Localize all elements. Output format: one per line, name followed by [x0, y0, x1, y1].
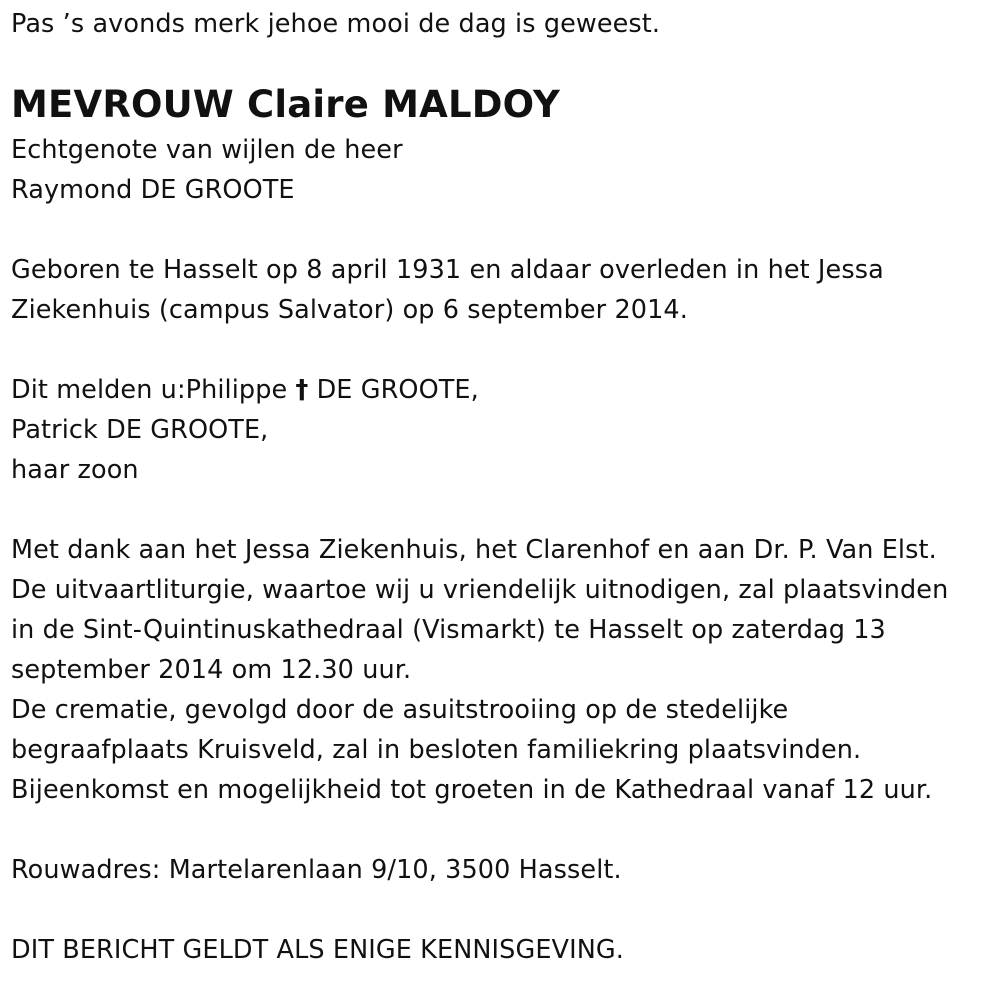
- spacer: [11, 810, 1000, 850]
- deceased-name: MEVROUW Claire MALDOY: [11, 83, 560, 126]
- spacer: [11, 210, 1000, 250]
- spouse-line-2: Raymond DE GROOTE: [11, 175, 295, 205]
- spouse-line-1: Echtgenote van wijlen de heer: [11, 135, 403, 165]
- birth-death-line-1: Geboren te Hasselt op 8 april 1931 en aldaar overleden in het Jessa: [11, 255, 884, 285]
- family-line-3: haar zoon: [11, 455, 139, 485]
- family-prefix: Dit melden u:Philippe: [11, 375, 296, 405]
- funeral-line-6: begraafplaats Kruisveld, zal in besloten familiekring plaatsvinden.: [11, 735, 862, 765]
- funeral-line-7: Bijeenkomst en mogelijkheid tot groeten in de Kathedraal vanaf 12 uur.: [11, 775, 933, 805]
- funeral-line-2: De uitvaartliturgie, waartoe wij u vriendelijk uitnodigen, zal plaatsvinden: [11, 575, 949, 605]
- spacer: [11, 490, 1000, 530]
- motto: Pas ’s avonds merk jehoe mooi de dag is geweest.: [11, 9, 661, 39]
- funeral-line-3: in de Sint-Quintinuskathedraal (Vismarkt) te Hasselt op zaterdag 13: [11, 615, 886, 645]
- family-suffix: DE GROOTE,: [308, 375, 479, 405]
- spacer: [11, 330, 1000, 370]
- spacer: [11, 890, 1000, 930]
- death-notice: [0, 4, 1000, 988]
- birth-death-line-2: Ziekenhuis (campus Salvator) op 6 september 2014.: [11, 295, 688, 325]
- funeral-line-1: Met dank aan het Jessa Ziekenhuis, het Clarenhof en aan Dr. P. Van Elst.: [11, 535, 937, 565]
- family-line-1: [11, 370, 1000, 410]
- cross-icon: †: [295, 375, 309, 405]
- funeral-line-4: september 2014 om 12.30 uur.: [11, 655, 412, 685]
- family-line-2: Patrick DE GROOTE,: [11, 415, 269, 445]
- official-notice: DIT BERICHT GELDT ALS ENIGE KENNISGEVING.: [11, 935, 624, 965]
- funeral-line-5: De crematie, gevolgd door de asuitstrooiing op de stedelijke: [11, 695, 789, 725]
- mourning-address: Rouwadres: Martelarenlaan 9/10, 3500 Hasselt.: [11, 855, 622, 885]
